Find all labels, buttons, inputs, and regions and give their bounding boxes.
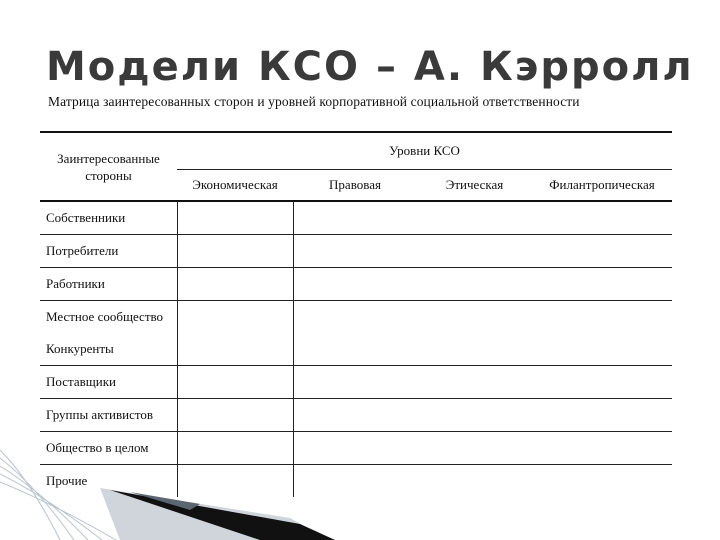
matrix-cell <box>177 399 293 432</box>
matrix-cell <box>417 366 672 399</box>
level-header-legal: Правовая <box>293 170 417 202</box>
matrix-cell <box>177 235 293 268</box>
matrix-cell <box>177 366 293 399</box>
matrix-cell <box>293 201 417 235</box>
stakeholder-matrix-table <box>40 131 672 497</box>
table-row <box>40 465 672 498</box>
matrix-cell <box>177 301 293 366</box>
matrix-cell <box>293 235 417 268</box>
table-row <box>40 301 672 334</box>
levels-group-header: Уровни КСО <box>177 132 672 170</box>
matrix-cell <box>177 432 293 465</box>
matrix-cell <box>417 235 672 268</box>
table-row <box>40 366 672 399</box>
matrix-cell <box>417 268 672 301</box>
matrix-cell <box>177 268 293 301</box>
stakeholder-name: Потребители <box>40 235 177 268</box>
stakeholder-name: Поставщики <box>40 366 177 399</box>
stakeholder-name: Работники <box>40 268 177 301</box>
table-caption: Матрица заинтересованных сторон и уровней корпоративной социальной ответственности <box>48 94 580 109</box>
swoosh-blade <box>110 490 335 540</box>
stakeholder-name: Общество в целом <box>40 432 177 465</box>
stakeholder-name: Местное сообщество <box>46 309 164 324</box>
table-row <box>40 432 672 465</box>
matrix-cell <box>417 399 672 432</box>
table-row <box>40 235 672 268</box>
matrix-cell <box>293 465 417 498</box>
matrix-cell <box>417 432 672 465</box>
matrix-cell <box>293 399 417 432</box>
matrix-cell <box>417 201 672 235</box>
matrix-cell <box>177 465 293 498</box>
matrix-cell <box>293 432 417 465</box>
slide-title: Модели КСО – А. Кэрролл <box>46 44 694 90</box>
stakeholder-name: Прочие <box>46 473 88 488</box>
level-header-ethical: Этическая <box>417 170 532 202</box>
matrix-cell <box>293 268 417 301</box>
matrix-cell <box>177 201 293 235</box>
level-header-philanthropic: Филантропическая <box>532 170 672 202</box>
table-row <box>40 268 672 301</box>
matrix-cell <box>417 465 672 498</box>
matrix-cell <box>293 366 417 399</box>
level-header-economic: Экономическая <box>177 170 293 202</box>
stakeholder-name: Собственники <box>40 201 177 235</box>
stakeholder-name: Конкуренты <box>40 333 177 366</box>
matrix-cell <box>293 301 417 366</box>
stakeholder-name: Группы активистов <box>40 399 177 432</box>
matrix-cell <box>417 301 672 366</box>
table-row <box>40 399 672 432</box>
stakeholders-column-header: Заинтересованные стороны <box>40 132 177 201</box>
table-row <box>40 201 672 235</box>
